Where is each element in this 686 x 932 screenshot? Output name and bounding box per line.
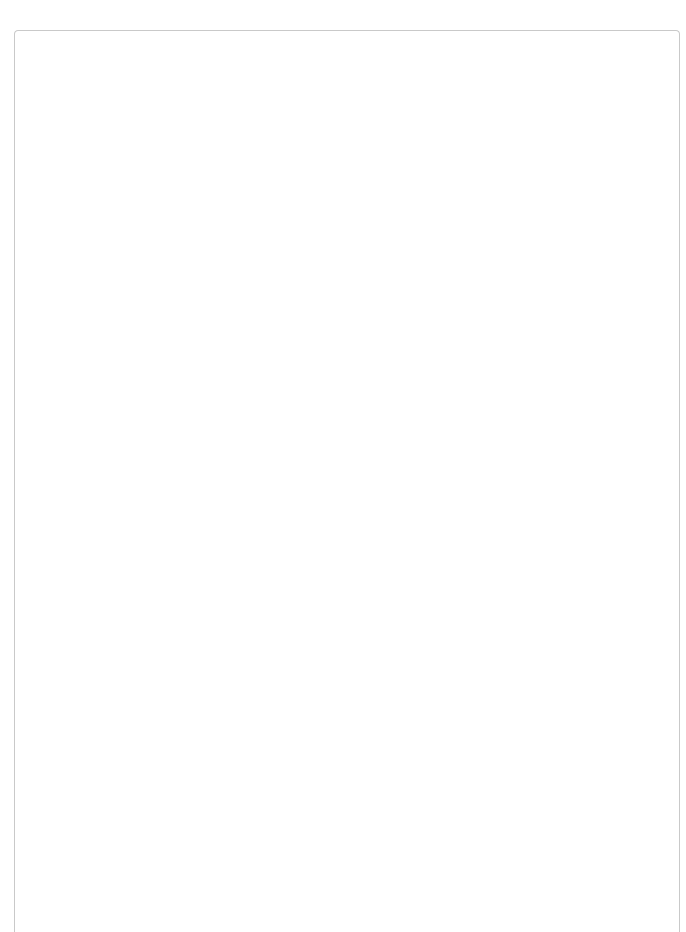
product-table: [14, 30, 680, 932]
